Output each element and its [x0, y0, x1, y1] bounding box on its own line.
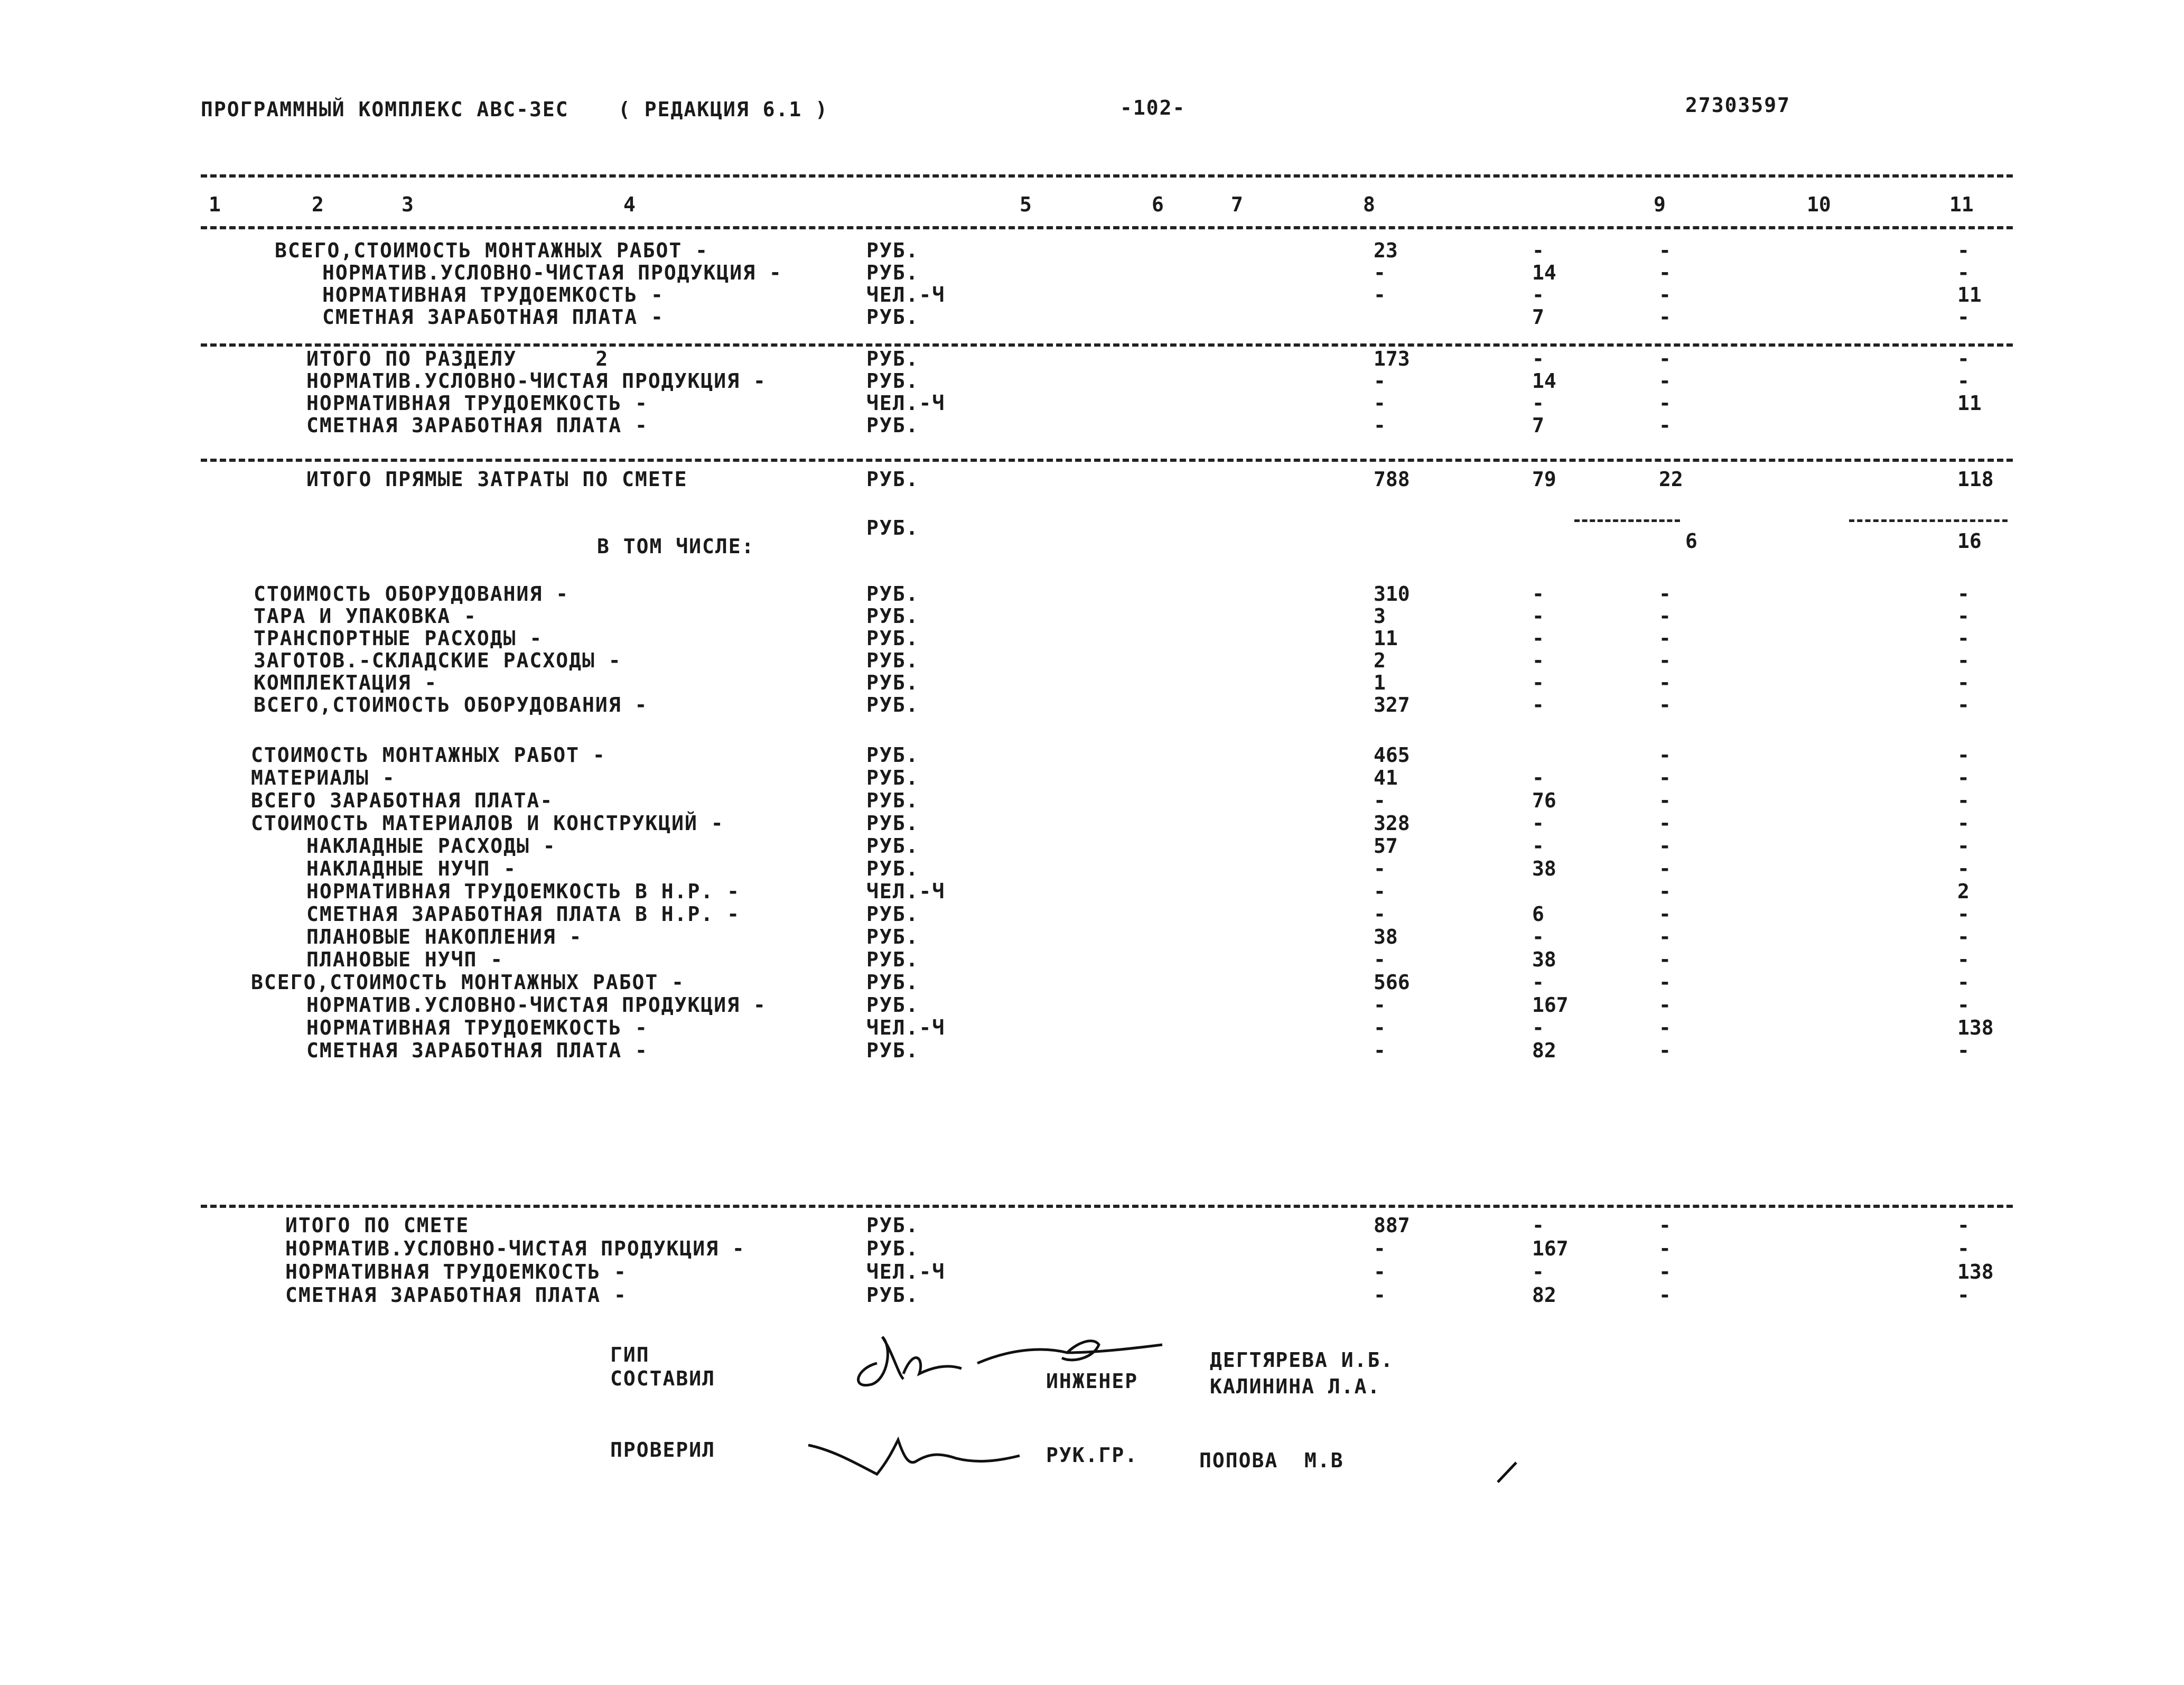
subtotal-rule	[1849, 519, 2008, 522]
value-cell-c8: 167	[1532, 993, 1569, 1017]
unit-cell: РУБ.	[866, 925, 919, 948]
value-cell-c11: -	[1957, 766, 1970, 789]
signature-checker	[803, 1424, 1025, 1482]
value-cell-c8: -	[1532, 671, 1544, 694]
program-title: ПРОГРАММНЫЙ КОМПЛЕКС АВС-3ЕС	[201, 98, 569, 121]
document-code: 27303597	[1685, 94, 1791, 117]
value-cell-c8: -	[1532, 239, 1544, 262]
value-cell-c8: 14	[1532, 369, 1556, 393]
value-cell-c8: 76	[1532, 789, 1556, 812]
gip-label: ГИП	[610, 1343, 650, 1366]
value-cell-c9: -	[1659, 1237, 1671, 1260]
row-label: НОРМАТИВНАЯ ТРУДОЕМКОСТЬ -	[285, 1260, 627, 1283]
value-cell-c9: -	[1659, 261, 1671, 284]
value-cell-c7: 3	[1374, 604, 1386, 628]
column-number: 10	[1807, 193, 1831, 216]
value-cell-c7: -	[1374, 1016, 1386, 1039]
unit-cell: ЧЕЛ.-Ч	[866, 392, 946, 415]
row-label: ЗАГОТОВ.-СКЛАДСКИЕ РАСХОДЫ -	[254, 649, 622, 672]
value-cell-c8: -	[1532, 766, 1544, 789]
value-cell-c8: -	[1532, 693, 1544, 716]
row-label: ВСЕГО,СТОИМОСТЬ МОНТАЖНЫХ РАБОТ -	[251, 971, 685, 994]
value-cell-c8: -	[1532, 1016, 1544, 1039]
value-cell-c9: -	[1659, 369, 1671, 393]
section-rule	[201, 459, 2013, 462]
row-label: ВСЕГО,СТОИМОСТЬ МОНТАЖНЫХ РАБОТ -	[275, 239, 708, 262]
row-label: НАКЛАДНЫЕ НУЧП -	[306, 857, 517, 880]
value-cell-c9: -	[1659, 743, 1671, 767]
value-cell-c7: -	[1374, 993, 1386, 1017]
compiled-label: СОСТАВИЛ	[610, 1367, 716, 1390]
row-label: ПЛАНОВЫЕ НУЧП -	[306, 948, 504, 971]
value-cell-c8: -	[1532, 627, 1544, 650]
checked-label: ПРОВЕРИЛ	[610, 1438, 716, 1461]
unit-cell: ЧЕЛ.-Ч	[866, 1260, 946, 1283]
unit-cell: ЧЕЛ.-Ч	[866, 880, 946, 903]
row-label: СМЕТНАЯ ЗАРАБОТНАЯ ПЛАТА -	[285, 1283, 627, 1307]
value-cell-c11: -	[1957, 1039, 1970, 1062]
row-label: ИТОГО ПРЯМЫЕ ЗАТРАТЫ ПО СМЕТЕ	[306, 468, 688, 491]
value-cell-c9: -	[1659, 1214, 1671, 1237]
subtotal-rule	[1574, 519, 1680, 522]
unit-cell: РУБ.	[866, 971, 919, 994]
value-cell-c9: -	[1659, 880, 1671, 903]
value-cell-c8: -	[1532, 347, 1544, 370]
value-cell-c9: -	[1659, 1283, 1671, 1307]
value-cell-c11: -	[1957, 1214, 1970, 1237]
row-label: МАТЕРИАЛЫ -	[251, 766, 396, 789]
value-cell-c8: 7	[1532, 414, 1544, 437]
value-cell-c8: 167	[1532, 1237, 1569, 1260]
page-number: -102-	[1120, 96, 1186, 119]
row-label: ИТОГО ПО СМЕТЕ	[285, 1214, 470, 1237]
unit-cell: ЧЕЛ.-Ч	[866, 1016, 946, 1039]
column-number: 2	[312, 193, 324, 216]
value-cell-c11: 11	[1957, 283, 1982, 306]
value-cell-c11: -	[1957, 261, 1970, 284]
row-label: НОРМАТИВНАЯ ТРУДОЕМКОСТЬ -	[322, 283, 664, 306]
value-cell-c8: -	[1532, 582, 1544, 606]
value-cell-c9: -	[1659, 283, 1671, 306]
unit-cell: РУБ.	[866, 693, 919, 716]
pen-mark	[1495, 1458, 1522, 1485]
column-number: 4	[623, 193, 636, 216]
unit-cell: РУБ.	[866, 766, 919, 789]
column-number: 6	[1152, 193, 1164, 216]
value-cell-c7: 327	[1374, 693, 1410, 716]
value-cell-c8: -	[1532, 392, 1544, 415]
value-cell-c8: 38	[1532, 857, 1556, 880]
value-cell-c11: -	[1957, 239, 1970, 262]
value-cell-c8: 38	[1532, 948, 1556, 971]
value-cell-c11: -	[1957, 627, 1970, 650]
value-cell-c7: 566	[1374, 971, 1410, 994]
value-cell-c8: 6	[1532, 902, 1544, 926]
value-cell-c7: -	[1374, 789, 1386, 812]
value-cell-c11: 16	[1957, 529, 1982, 553]
value-cell-c11: -	[1957, 925, 1970, 948]
edition-label: ( РЕДАКЦИЯ 6.1 )	[618, 98, 829, 121]
value-cell-c7: -	[1374, 283, 1386, 306]
value-cell-c7: 57	[1374, 834, 1398, 858]
value-cell-c7: 788	[1374, 468, 1410, 491]
engineer-name: КАЛИНИНА Л.А.	[1210, 1375, 1381, 1398]
value-cell-c9: -	[1659, 627, 1671, 650]
unit-cell: РУБ.	[866, 305, 919, 329]
unit-cell: РУБ.	[866, 627, 919, 650]
unit-cell: РУБ.	[866, 516, 919, 539]
value-cell-c9: 22	[1659, 468, 1683, 491]
value-cell-c7: 173	[1374, 347, 1410, 370]
value-cell-c7: 38	[1374, 925, 1398, 948]
value-cell-c9: -	[1659, 766, 1671, 789]
column-number: 8	[1363, 193, 1375, 216]
row-label: СМЕТНАЯ ЗАРАБОТНАЯ ПЛАТА В Н.Р. -	[306, 902, 740, 926]
value-cell-c7: -	[1374, 1039, 1386, 1062]
value-cell-c9: -	[1659, 857, 1671, 880]
value-cell-c7: 1	[1374, 671, 1386, 694]
section-rule	[201, 343, 2013, 347]
unit-cell: РУБ.	[866, 857, 919, 880]
value-cell-c8: -	[1532, 1214, 1544, 1237]
value-cell-c11: -	[1957, 1283, 1970, 1307]
value-cell-c9: -	[1659, 671, 1671, 694]
unit-cell: РУБ.	[866, 789, 919, 812]
unit-cell: РУБ.	[866, 812, 919, 835]
value-cell-c9: 6	[1685, 529, 1697, 553]
signature-compiler	[845, 1316, 1173, 1395]
value-cell-c7: 11	[1374, 627, 1398, 650]
row-label: ИТОГО ПО РАЗДЕЛУ 2	[306, 347, 609, 370]
unit-cell: РУБ.	[866, 1214, 919, 1237]
value-cell-c9: -	[1659, 392, 1671, 415]
value-cell-c8: 82	[1532, 1039, 1556, 1062]
value-cell-c9: -	[1659, 604, 1671, 628]
value-cell-c11: -	[1957, 671, 1970, 694]
value-cell-c7: -	[1374, 857, 1386, 880]
value-cell-c9: -	[1659, 693, 1671, 716]
value-cell-c9: -	[1659, 347, 1671, 370]
value-cell-c7: -	[1374, 948, 1386, 971]
value-cell-c9: -	[1659, 993, 1671, 1017]
value-cell-c11: -	[1957, 743, 1970, 767]
value-cell-c8: 82	[1532, 1283, 1556, 1307]
value-cell-c11: 2	[1957, 880, 1970, 903]
including-label: В ТОМ ЧИСЛЕ:	[597, 535, 755, 558]
unit-cell: РУБ.	[866, 604, 919, 628]
value-cell-c8: -	[1532, 604, 1544, 628]
value-cell-c8: -	[1532, 283, 1544, 306]
row-label: ТРАНСПОРТНЫЕ РАСХОДЫ -	[254, 627, 543, 650]
gip-name: ДЕГТЯРЕВА И.Б.	[1210, 1348, 1394, 1372]
unit-cell: ЧЕЛ.-Ч	[866, 283, 946, 306]
value-cell-c8: -	[1532, 971, 1544, 994]
value-cell-c11: -	[1957, 857, 1970, 880]
value-cell-c7: 310	[1374, 582, 1410, 606]
value-cell-c11: -	[1957, 948, 1970, 971]
value-cell-c11: -	[1957, 971, 1970, 994]
row-label: НОРМАТИВ.УСЛОВНО-ЧИСТАЯ ПРОДУКЦИЯ -	[306, 369, 767, 393]
value-cell-c11: -	[1957, 902, 1970, 926]
value-cell-c9: -	[1659, 812, 1671, 835]
group-head-title: РУК.ГР.	[1046, 1444, 1138, 1467]
unit-cell: РУБ.	[866, 347, 919, 370]
column-header-rule	[201, 226, 2013, 229]
row-label: СТОИМОСТЬ ОБОРУДОВАНИЯ -	[254, 582, 570, 606]
unit-cell: РУБ.	[866, 369, 919, 393]
unit-cell: РУБ.	[866, 671, 919, 694]
value-cell-c11: -	[1957, 1237, 1970, 1260]
value-cell-c9: -	[1659, 902, 1671, 926]
row-label: ВСЕГО,СТОИМОСТЬ ОБОРУДОВАНИЯ -	[254, 693, 648, 716]
table-top-rule	[201, 174, 2013, 178]
row-label: НОРМАТИВНАЯ ТРУДОЕМКОСТЬ В Н.Р. -	[306, 880, 740, 903]
value-cell-c7: -	[1374, 369, 1386, 393]
value-cell-c7: -	[1374, 902, 1386, 926]
row-label: СМЕТНАЯ ЗАРАБОТНАЯ ПЛАТА -	[306, 414, 648, 437]
value-cell-c8: -	[1532, 812, 1544, 835]
unit-cell: РУБ.	[866, 834, 919, 858]
unit-cell: РУБ.	[866, 948, 919, 971]
row-label: СМЕТНАЯ ЗАРАБОТНАЯ ПЛАТА -	[322, 305, 664, 329]
value-cell-c11: -	[1957, 812, 1970, 835]
value-cell-c7: 465	[1374, 743, 1410, 767]
value-cell-c7: -	[1374, 1260, 1386, 1283]
value-cell-c9: -	[1659, 582, 1671, 606]
unit-cell: РУБ.	[866, 1237, 919, 1260]
value-cell-c9: -	[1659, 414, 1671, 437]
value-cell-c11: -	[1957, 993, 1970, 1017]
row-label: КОМПЛЕКТАЦИЯ -	[254, 671, 438, 694]
value-cell-c11: 138	[1957, 1016, 1994, 1039]
value-cell-c7: 328	[1374, 812, 1410, 835]
value-cell-c7: -	[1374, 414, 1386, 437]
value-cell-c9: -	[1659, 971, 1671, 994]
value-cell-c9: -	[1659, 1260, 1671, 1283]
row-label: СМЕТНАЯ ЗАРАБОТНАЯ ПЛАТА -	[306, 1039, 648, 1062]
row-label: СТОИМОСТЬ МОНТАЖНЫХ РАБОТ -	[251, 743, 606, 767]
unit-cell: РУБ.	[866, 1283, 919, 1307]
row-label: НОРМАТИВ.УСЛОВНО-ЧИСТАЯ ПРОДУКЦИЯ -	[306, 993, 767, 1017]
column-number: 1	[209, 193, 221, 216]
unit-cell: РУБ.	[866, 582, 919, 606]
column-number: 11	[1949, 193, 1974, 216]
value-cell-c7: -	[1374, 261, 1386, 284]
unit-cell: РУБ.	[866, 239, 919, 262]
value-cell-c11: -	[1957, 789, 1970, 812]
column-number: 5	[1020, 193, 1032, 216]
value-cell-c7: -	[1374, 880, 1386, 903]
value-cell-c7: 41	[1374, 766, 1398, 789]
row-label: НОРМАТИВ.УСЛОВНО-ЧИСТАЯ ПРОДУКЦИЯ -	[322, 261, 782, 284]
value-cell-c9: -	[1659, 1039, 1671, 1062]
unit-cell: РУБ.	[866, 261, 919, 284]
value-cell-c9: -	[1659, 1016, 1671, 1039]
row-label: ВСЕГО ЗАРАБОТНАЯ ПЛАТА-	[251, 789, 554, 812]
value-cell-c9: -	[1659, 305, 1671, 329]
value-cell-c11: -	[1957, 305, 1970, 329]
row-label: СТОИМОСТЬ МАТЕРИАЛОВ И КОНСТРУКЦИЙ -	[251, 812, 724, 835]
value-cell-c7: -	[1374, 1237, 1386, 1260]
value-cell-c11: -	[1957, 834, 1970, 858]
value-cell-c11: 11	[1957, 392, 1982, 415]
row-label: ПЛАНОВЫЕ НАКОПЛЕНИЯ -	[306, 925, 583, 948]
value-cell-c8: -	[1532, 925, 1544, 948]
value-cell-c7: 23	[1374, 239, 1398, 262]
unit-cell: РУБ.	[866, 1039, 919, 1062]
value-cell-c9: -	[1659, 239, 1671, 262]
value-cell-c8: 79	[1532, 468, 1556, 491]
value-cell-c9: -	[1659, 925, 1671, 948]
row-label: НОРМАТИВНАЯ ТРУДОЕМКОСТЬ -	[306, 1016, 648, 1039]
value-cell-c9: -	[1659, 789, 1671, 812]
value-cell-c8: 14	[1532, 261, 1556, 284]
value-cell-c7: -	[1374, 1283, 1386, 1307]
column-number: 9	[1654, 193, 1666, 216]
row-label: НОРМАТИВНАЯ ТРУДОЕМКОСТЬ -	[306, 392, 648, 415]
value-cell-c11: 118	[1957, 468, 1994, 491]
unit-cell: РУБ.	[866, 743, 919, 767]
unit-cell: РУБ.	[866, 414, 919, 437]
value-cell-c11: -	[1957, 369, 1970, 393]
value-cell-c8: -	[1532, 649, 1544, 672]
unit-cell: РУБ.	[866, 993, 919, 1017]
column-number: 3	[402, 193, 414, 216]
row-label: ТАРА И УПАКОВКА -	[254, 604, 477, 628]
value-cell-c11: 138	[1957, 1260, 1994, 1283]
value-cell-c9: -	[1659, 649, 1671, 672]
row-label: НОРМАТИВ.УСЛОВНО-ЧИСТАЯ ПРОДУКЦИЯ -	[285, 1237, 745, 1260]
row-label: НАКЛАДНЫЕ РАСХОДЫ -	[306, 834, 556, 858]
value-cell-c7: 2	[1374, 649, 1386, 672]
column-number: 7	[1231, 193, 1243, 216]
value-cell-c11: -	[1957, 582, 1970, 606]
value-cell-c8: 7	[1532, 305, 1544, 329]
value-cell-c11: -	[1957, 693, 1970, 716]
value-cell-c7: -	[1374, 392, 1386, 415]
total-rule	[201, 1205, 2013, 1208]
engineer-title: ИНЖЕНЕР	[1046, 1370, 1138, 1393]
value-cell-c9: -	[1659, 834, 1671, 858]
value-cell-c7: 887	[1374, 1214, 1410, 1237]
group-head-name: ПОПОВА М.В	[1199, 1449, 1344, 1472]
unit-cell: РУБ.	[866, 902, 919, 926]
value-cell-c11: -	[1957, 649, 1970, 672]
value-cell-c8: -	[1532, 834, 1544, 858]
value-cell-c9: -	[1659, 948, 1671, 971]
unit-cell: РУБ.	[866, 468, 919, 491]
value-cell-c11: -	[1957, 604, 1970, 628]
unit-cell: РУБ.	[866, 649, 919, 672]
value-cell-c8: -	[1532, 1260, 1544, 1283]
value-cell-c11: -	[1957, 347, 1970, 370]
